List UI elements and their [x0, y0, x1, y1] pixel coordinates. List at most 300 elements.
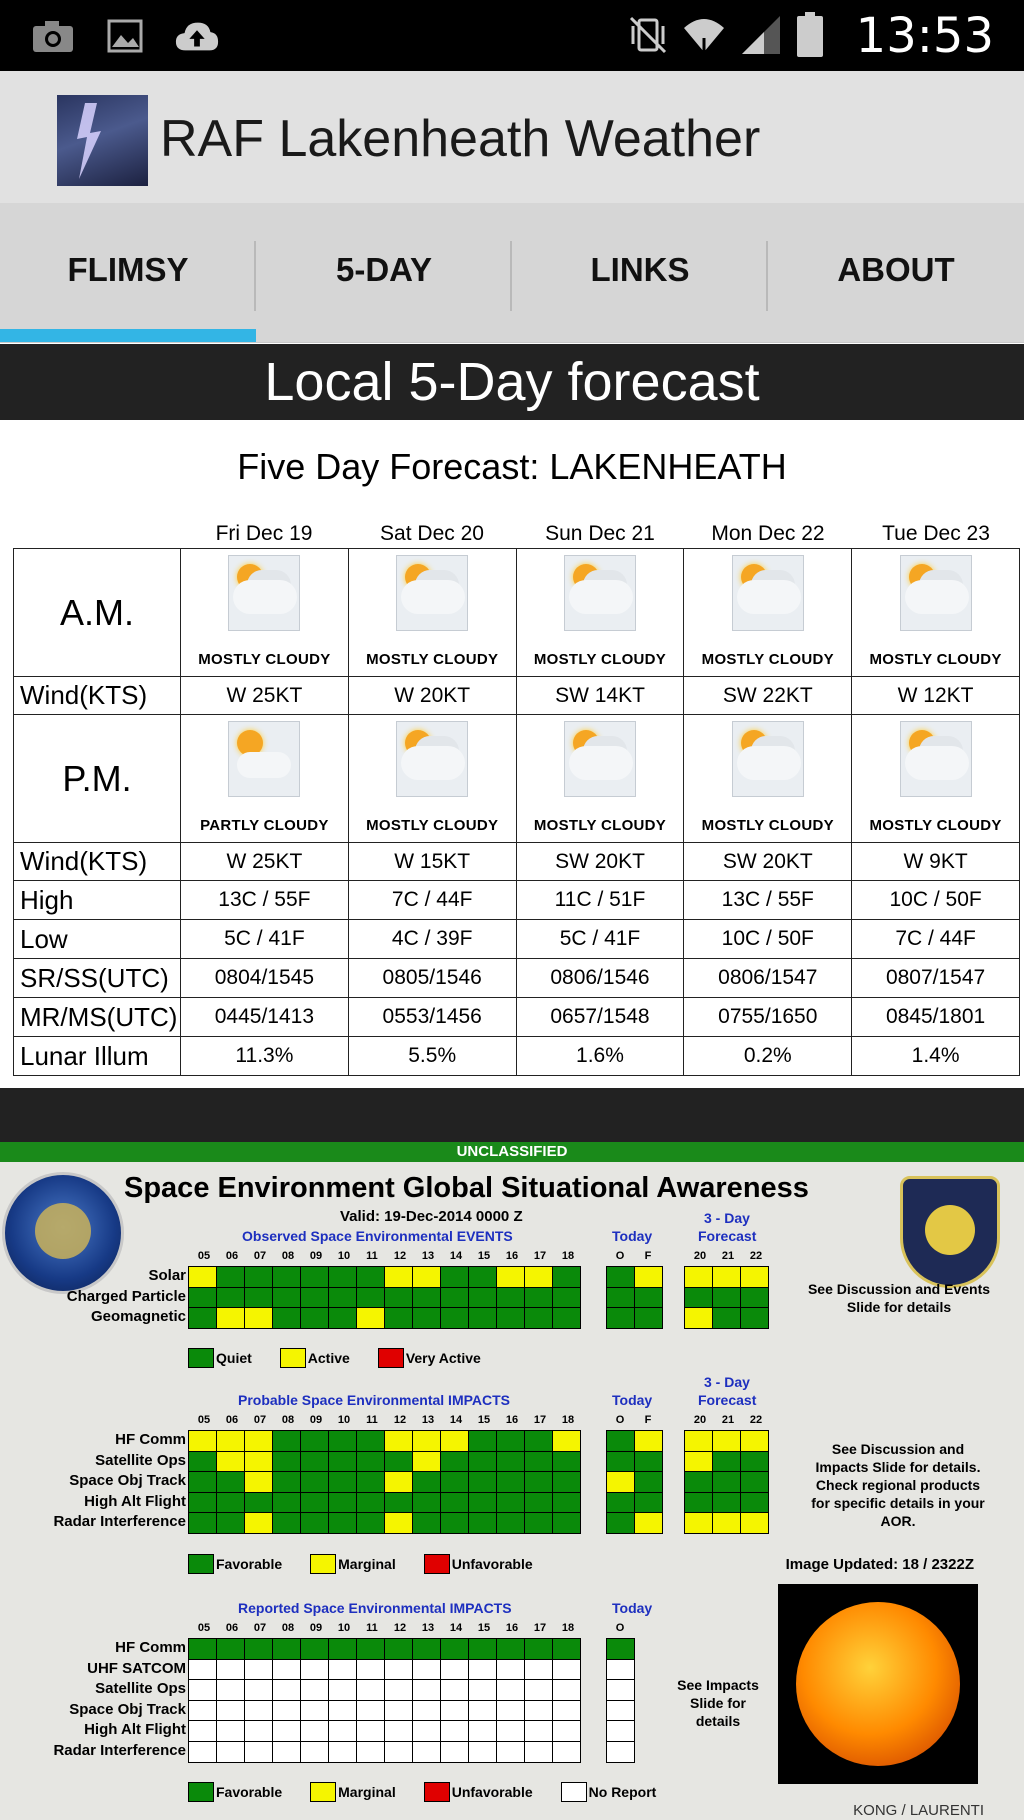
status-cell	[329, 1472, 356, 1492]
legend-item	[188, 1554, 282, 1574]
hour-label: 06	[225, 1622, 239, 1634]
col-label: 22	[749, 1414, 763, 1426]
legend-swatch	[378, 1348, 404, 1368]
status-cell	[217, 1660, 244, 1680]
status-cell	[245, 1431, 272, 1451]
status-cell	[413, 1267, 440, 1287]
status-cell	[607, 1721, 634, 1741]
status-cell	[217, 1721, 244, 1741]
status-cell	[245, 1721, 272, 1741]
status-cell	[497, 1452, 524, 1472]
status-cell	[217, 1308, 244, 1328]
legend-swatch	[280, 1348, 306, 1368]
impacts-legend	[188, 1554, 555, 1574]
am-condition-cell	[684, 549, 852, 677]
row-label-srss: SR/SS(UTC)	[14, 959, 181, 998]
status-cell	[525, 1431, 552, 1451]
status-cell	[245, 1267, 272, 1287]
grid-row-label: High Alt Flight	[84, 1492, 186, 1510]
legend-label: Very Active	[405, 1350, 481, 1366]
status-cell	[189, 1308, 216, 1328]
condition-label: MOSTLY CLOUDY	[366, 817, 499, 834]
srss-cell: 0805/1546	[348, 959, 516, 998]
col-label: O	[615, 1250, 625, 1262]
status-cell	[329, 1721, 356, 1741]
hour-label: 18	[561, 1250, 575, 1262]
status-cell	[301, 1493, 328, 1513]
tab-5-day[interactable]	[256, 203, 512, 343]
low-temp-cell: 4C / 39F	[348, 920, 516, 959]
status-cell	[385, 1721, 412, 1741]
hour-label: 06	[225, 1250, 239, 1262]
condition-label: PARTLY CLOUDY	[200, 817, 329, 834]
status-cell	[469, 1742, 496, 1762]
status-cell	[635, 1431, 662, 1451]
status-cell	[385, 1493, 412, 1513]
wifi-icon	[682, 14, 726, 61]
hour-label: 17	[533, 1622, 547, 1634]
status-cell	[685, 1472, 712, 1492]
signal-icon	[740, 14, 782, 61]
grid-row-label: Geomagnetic	[90, 1308, 186, 1326]
status-cell	[441, 1288, 468, 1308]
note-line: Impacts Slide for details.	[815, 1459, 981, 1475]
events-forecast-heading-1: 3 - Day	[704, 1210, 750, 1226]
status-cell	[385, 1308, 412, 1328]
am-condition-cell	[852, 549, 1020, 677]
hour-labels	[190, 1414, 582, 1426]
status-cell	[189, 1288, 216, 1308]
forecast-table	[13, 548, 1020, 1076]
hour-label: 12	[393, 1250, 407, 1262]
hour-label: 12	[393, 1414, 407, 1426]
legend-label: Unfavorable	[451, 1784, 533, 1800]
status-cell	[607, 1493, 634, 1513]
status-cell	[385, 1680, 412, 1700]
app-logo-icon[interactable]	[57, 95, 148, 186]
status-cell	[329, 1639, 356, 1659]
action-bar	[0, 71, 1024, 203]
legend-item	[310, 1782, 396, 1802]
events-row-labels	[0, 1266, 186, 1328]
grid-row-label: HF Comm	[115, 1639, 186, 1656]
status-cell	[245, 1701, 272, 1721]
status-cell	[441, 1472, 468, 1492]
space-weather-panel[interactable]	[0, 1142, 1024, 1820]
status-cell	[329, 1267, 356, 1287]
legend-label: Marginal	[338, 1784, 396, 1800]
events-today-heading: Today	[612, 1228, 653, 1244]
row-label-am: A.M.	[14, 549, 181, 677]
events-heading: Observed Space Environmental EVENTS	[242, 1228, 513, 1244]
lunar-cell: 5.5%	[348, 1037, 516, 1076]
note-line: Check regional products	[815, 1477, 981, 1493]
status-cell	[607, 1267, 634, 1287]
hour-label: 14	[449, 1250, 463, 1262]
status-cell	[189, 1267, 216, 1287]
status-cell	[245, 1660, 272, 1680]
status-cell	[441, 1680, 468, 1700]
low-temp-cell: 10C / 50F	[684, 920, 852, 959]
grid-row-label: Charged Particle	[66, 1287, 186, 1305]
col-label: 20	[693, 1250, 707, 1262]
status-cell	[441, 1431, 468, 1451]
condition-label: MOSTLY CLOUDY	[533, 817, 667, 834]
status-cell	[357, 1431, 384, 1451]
legend-item	[424, 1554, 533, 1574]
status-cell	[273, 1680, 300, 1700]
status-cell	[553, 1513, 580, 1533]
status-cell	[245, 1288, 272, 1308]
hour-label: 10	[337, 1414, 351, 1426]
am-condition-cell	[516, 549, 684, 677]
forecast-col-labels	[686, 1414, 770, 1426]
status-cell	[357, 1701, 384, 1721]
legend-label: Active	[307, 1350, 350, 1366]
status-cell	[635, 1472, 662, 1492]
status-cell	[553, 1472, 580, 1492]
status-cell	[497, 1493, 524, 1513]
am-wind-cell: W 25KT	[181, 677, 349, 715]
status-cell	[469, 1639, 496, 1659]
hour-label: 09	[309, 1414, 323, 1426]
status-cell	[217, 1701, 244, 1721]
status-cell	[469, 1513, 496, 1533]
hour-label: 13	[421, 1250, 435, 1262]
lunar-cell: 0.2%	[684, 1037, 852, 1076]
status-cell	[357, 1513, 384, 1533]
status-cell	[525, 1742, 552, 1762]
status-cell	[273, 1308, 300, 1328]
hour-label: 14	[449, 1414, 463, 1426]
impacts-note	[790, 1440, 1006, 1530]
hour-label: 07	[253, 1250, 267, 1262]
legend-swatch	[561, 1782, 587, 1802]
mrms-cell: 0845/1801	[852, 998, 1020, 1037]
status-cell	[413, 1513, 440, 1533]
grid-row-label: Space Obj Track	[69, 1472, 186, 1490]
am-wind-cell: SW 22KT	[684, 677, 852, 715]
space-title: Space Environment Global Situational Awareness	[124, 1172, 809, 1204]
status-cell	[217, 1472, 244, 1492]
status-cell	[217, 1513, 244, 1533]
today-col-labels	[606, 1622, 634, 1634]
status-cell	[741, 1493, 768, 1513]
status-cell	[469, 1267, 496, 1287]
status-cell	[685, 1493, 712, 1513]
mrms-cell: 0657/1548	[516, 998, 684, 1037]
status-cell	[329, 1431, 356, 1451]
status-cell	[685, 1452, 712, 1472]
condition-label: MOSTLY CLOUDY	[869, 817, 1002, 834]
mostly-cloudy-icon	[900, 721, 972, 797]
status-cell	[329, 1701, 356, 1721]
hour-label: 11	[366, 1414, 378, 1426]
hour-label: 16	[505, 1414, 519, 1426]
status-cell	[385, 1452, 412, 1472]
am-wind-cell: SW 14KT	[516, 677, 684, 715]
grid-row-label: Satellite Ops	[95, 1451, 186, 1469]
status-cell	[329, 1660, 356, 1680]
forecast-dates	[180, 522, 1020, 546]
status-cell	[635, 1288, 662, 1308]
status-cell	[607, 1452, 634, 1472]
legend-item	[424, 1782, 533, 1802]
status-cell	[273, 1721, 300, 1741]
hour-label: 18	[561, 1414, 575, 1426]
hour-label: 05	[197, 1250, 211, 1262]
mrms-cell: 0755/1650	[684, 998, 852, 1037]
status-cell	[553, 1452, 580, 1472]
mostly-cloudy-icon	[396, 721, 468, 797]
status-cell	[357, 1721, 384, 1741]
grid-row-label: Space Obj Track	[69, 1700, 186, 1718]
status-cell	[553, 1288, 580, 1308]
pm-wind-cell: SW 20KT	[684, 843, 852, 881]
status-cell	[217, 1452, 244, 1472]
tab-bar-divider	[0, 342, 1024, 343]
legend-item	[188, 1348, 252, 1368]
status-cell	[741, 1513, 768, 1533]
tab-label: 5-DAY	[336, 251, 432, 288]
status-cell	[329, 1308, 356, 1328]
reported-grid	[188, 1638, 581, 1763]
hour-label: 17	[533, 1414, 547, 1426]
tab-flimsy[interactable]	[0, 203, 256, 343]
page-title: Local 5-Day forecast	[0, 344, 1024, 420]
status-cell	[553, 1660, 580, 1680]
reported-row-labels	[0, 1638, 186, 1762]
status-cell	[217, 1267, 244, 1287]
status-cell	[357, 1288, 384, 1308]
status-cell	[385, 1701, 412, 1721]
am-condition-cell	[181, 549, 349, 677]
legend-swatch	[188, 1348, 214, 1368]
status-cell	[385, 1639, 412, 1659]
reported-today-grid	[606, 1638, 635, 1763]
status-cell	[413, 1431, 440, 1451]
status-cell	[301, 1431, 328, 1451]
status-cell	[413, 1308, 440, 1328]
legend-item	[561, 1782, 657, 1802]
impacts-today-heading: Today	[612, 1392, 653, 1408]
impacts-grid	[188, 1430, 581, 1534]
status-cell	[413, 1639, 440, 1659]
pm-condition-cell	[348, 715, 516, 843]
status-cell	[301, 1639, 328, 1659]
status-cell	[189, 1513, 216, 1533]
legend-swatch	[188, 1782, 214, 1802]
status-cell	[741, 1267, 768, 1287]
srss-cell: 0807/1547	[852, 959, 1020, 998]
mostly-cloudy-icon	[732, 555, 804, 631]
status-cell	[273, 1513, 300, 1533]
legend-swatch	[310, 1554, 336, 1574]
status-cell	[413, 1472, 440, 1492]
status-cell	[713, 1308, 740, 1328]
status-cell	[357, 1742, 384, 1762]
section-divider	[0, 1088, 1024, 1142]
lunar-cell: 11.3%	[181, 1037, 349, 1076]
status-cell	[189, 1680, 216, 1700]
status-cell	[189, 1431, 216, 1451]
hour-label: 18	[561, 1622, 575, 1634]
table-row	[14, 920, 1020, 959]
status-cell	[497, 1472, 524, 1492]
legend-label: Favorable	[216, 1556, 283, 1572]
hour-label: 08	[281, 1250, 295, 1262]
legend-label: No Report	[588, 1784, 657, 1800]
status-cell	[273, 1701, 300, 1721]
status-cell	[741, 1472, 768, 1492]
status-cell	[497, 1288, 524, 1308]
note-line: for specific details in your	[811, 1495, 985, 1511]
status-cell	[217, 1680, 244, 1700]
tab-links[interactable]	[512, 203, 768, 343]
status-cell	[713, 1452, 740, 1472]
status-cell	[553, 1742, 580, 1762]
table-row	[14, 843, 1020, 881]
legend-item	[378, 1348, 481, 1368]
status-cell	[301, 1721, 328, 1741]
status-cell	[497, 1742, 524, 1762]
status-cell	[685, 1267, 712, 1287]
mostly-cloudy-icon	[900, 555, 972, 631]
status-cell	[469, 1288, 496, 1308]
status-cell	[385, 1472, 412, 1492]
status-cell	[713, 1472, 740, 1492]
events-legend	[188, 1348, 503, 1368]
pm-condition-cell	[684, 715, 852, 843]
impacts-forecast-heading-1: 3 - Day	[704, 1374, 750, 1390]
status-cell	[217, 1493, 244, 1513]
high-temp-cell: 7C / 44F	[348, 881, 516, 920]
day-header: Sat Dec 20	[380, 522, 484, 545]
hour-labels	[190, 1622, 582, 1634]
high-temp-cell: 13C / 55F	[181, 881, 349, 920]
grid-row-label: Radar Interference	[53, 1513, 186, 1531]
table-row	[14, 549, 1020, 677]
pm-wind-cell: SW 20KT	[516, 843, 684, 881]
lunar-cell: 1.4%	[852, 1037, 1020, 1076]
hour-label: 05	[197, 1414, 211, 1426]
mrms-cell: 0445/1413	[181, 998, 349, 1037]
events-today-grid	[606, 1266, 663, 1329]
hour-label: 16	[505, 1622, 519, 1634]
status-cell	[273, 1742, 300, 1762]
table-row	[14, 715, 1020, 843]
reported-heading: Reported Space Environmental IMPACTS	[238, 1600, 512, 1616]
status-cell	[273, 1660, 300, 1680]
hour-label: 08	[281, 1622, 295, 1634]
status-cell	[441, 1308, 468, 1328]
impacts-row-labels	[0, 1430, 186, 1533]
legend-label: Unfavorable	[451, 1556, 533, 1572]
high-temp-cell: 11C / 51F	[516, 881, 684, 920]
events-forecast-grid	[684, 1266, 769, 1329]
grid-row-label: Satellite Ops	[95, 1680, 186, 1698]
row-label-mrms: MR/MS(UTC)	[14, 998, 181, 1037]
status-cell	[525, 1493, 552, 1513]
srss-cell: 0804/1545	[181, 959, 349, 998]
mostly-cloudy-icon	[564, 555, 636, 631]
status-cell	[301, 1701, 328, 1721]
table-row	[14, 998, 1020, 1037]
events-grid	[188, 1266, 581, 1329]
hour-label: 15	[477, 1622, 491, 1634]
reported-today-heading: Today	[612, 1600, 653, 1616]
status-cell	[217, 1288, 244, 1308]
events-forecast-heading-2: Forecast	[698, 1228, 757, 1244]
tab-label: LINKS	[590, 251, 690, 288]
hour-label: 12	[393, 1622, 407, 1634]
col-label: 22	[749, 1250, 763, 1262]
low-temp-cell: 5C / 41F	[181, 920, 349, 959]
hour-label: 11	[366, 1250, 378, 1262]
status-cell	[357, 1493, 384, 1513]
pm-condition-cell	[852, 715, 1020, 843]
legend-swatch	[310, 1782, 336, 1802]
legend-label: Marginal	[338, 1556, 396, 1572]
mostly-cloudy-icon	[564, 721, 636, 797]
legend-item	[280, 1348, 350, 1368]
pm-condition-cell	[516, 715, 684, 843]
status-cell	[525, 1288, 552, 1308]
col-label: F	[644, 1414, 652, 1426]
status-cell	[525, 1452, 552, 1472]
status-cell	[497, 1639, 524, 1659]
reported-note	[660, 1676, 776, 1730]
legend-swatch	[424, 1782, 450, 1802]
srss-cell: 0806/1546	[516, 959, 684, 998]
status-cell	[607, 1742, 634, 1762]
status-cell	[189, 1721, 216, 1741]
col-label: F	[644, 1250, 652, 1262]
status-cell	[245, 1680, 272, 1700]
legend-swatch	[424, 1554, 450, 1574]
status-cell	[357, 1308, 384, 1328]
forecast-col-labels	[686, 1250, 770, 1262]
hour-label: 06	[225, 1414, 239, 1426]
app-title: RAF Lakenheath Weather	[160, 110, 761, 168]
status-cell	[525, 1513, 552, 1533]
day-header: Fri Dec 19	[215, 522, 313, 545]
status-cell	[607, 1513, 634, 1533]
status-cell	[329, 1452, 356, 1472]
status-cell	[553, 1308, 580, 1328]
status-cell	[635, 1513, 662, 1533]
status-cell	[441, 1701, 468, 1721]
status-cell	[685, 1431, 712, 1451]
hour-label: 15	[477, 1250, 491, 1262]
status-cell	[525, 1308, 552, 1328]
col-label: 21	[721, 1414, 735, 1426]
status-cell	[635, 1308, 662, 1328]
status-cell	[385, 1288, 412, 1308]
space-valid-time: Valid: 19-Dec-2014 0000 Z	[340, 1208, 523, 1225]
tab-about[interactable]	[768, 203, 1024, 343]
status-cell	[741, 1431, 768, 1451]
status-cell	[273, 1472, 300, 1492]
lunar-cell: 1.6%	[516, 1037, 684, 1076]
status-cell	[635, 1452, 662, 1472]
status-cell	[301, 1660, 328, 1680]
image-updated: Image Updated: 18 / 2322Z	[785, 1556, 974, 1573]
status-cell	[469, 1308, 496, 1328]
forecast-panel[interactable]	[0, 420, 1024, 1088]
impacts-today-grid	[606, 1430, 663, 1534]
battery-icon	[796, 12, 824, 63]
